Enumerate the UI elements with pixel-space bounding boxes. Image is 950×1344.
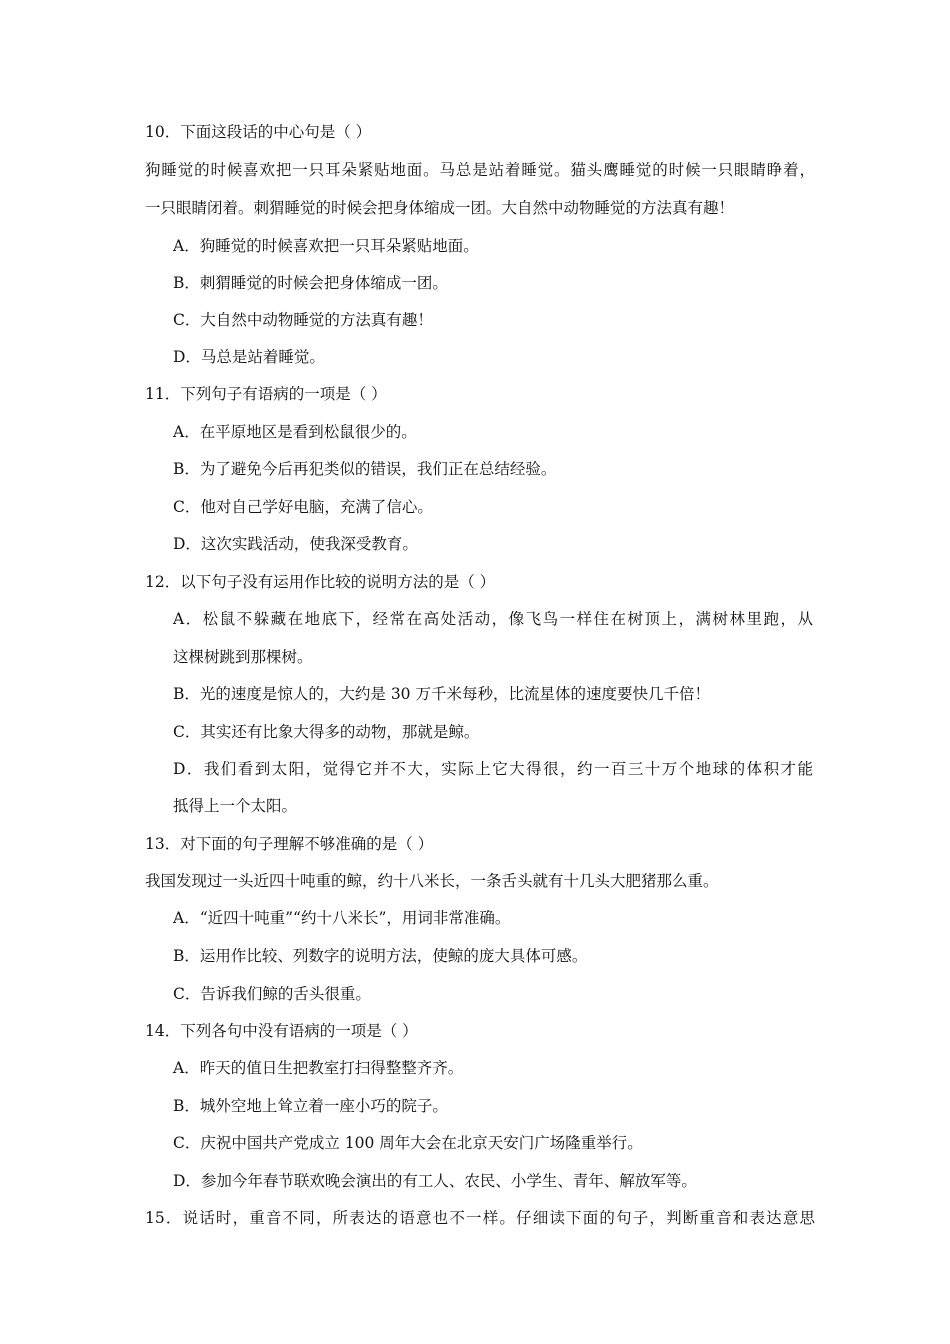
- q12-option-d-line1: D．我们看到太阳，觉得它并不大，实际上它大得很，约一百三十万个地球的体积才能: [173, 760, 813, 778]
- q11-option-a: A．在平原地区是看到松鼠很少的。: [173, 423, 417, 441]
- q12-option-c: C．其实还有比象大得多的动物，那就是鲸。: [173, 723, 480, 741]
- q15-stem: 15．说话时，重音不同，所表达的语意也不一样。仔细读下面的句子，判断重音和表达意思: [145, 1209, 815, 1227]
- q11-stem: 11．下列句子有语病的一项是（ ）: [145, 385, 387, 403]
- q11-option-d: D．这次实践活动，使我深受教育。: [173, 535, 418, 553]
- q10-option-d: D．马总是站着睡觉。: [173, 348, 325, 366]
- q12-option-a-line2: 这棵树跳到那棵树。: [173, 648, 313, 666]
- q12-option-d-line2: 抵得上一个太阳。: [173, 797, 298, 815]
- q10-option-a: A．狗睡觉的时候喜欢把一只耳朵紧贴地面。: [173, 237, 479, 255]
- q13-option-b: B．运用作比较、列数字的说明方法，使鲸的庞大具体可感。: [173, 947, 588, 965]
- q10-passage-line2: 一只眼睛闭着。刺猬睡觉的时候会把身体缩成一团。大自然中动物睡觉的方法真有趣！: [145, 199, 735, 217]
- q14-stem: 14．下列各句中没有语病的一项是（ ）: [145, 1022, 418, 1040]
- q12-option-b: B．光的速度是惊人的，大约是 30 万千米每秒，比流星体的速度要快几千倍！: [173, 685, 710, 703]
- q14-option-a: A．昨天的值日生把教室打扫得整整齐齐。: [173, 1059, 464, 1077]
- q14-option-b: B．城外空地上耸立着一座小巧的院子。: [173, 1097, 448, 1115]
- q10-option-b: B．刺猬睡觉的时候会把身体缩成一团。: [173, 274, 448, 292]
- q11-option-b: B．为了避免今后再犯类似的错误，我们正在总结经验。: [173, 460, 557, 478]
- q11-option-c: C．他对自己学好电脑，充满了信心。: [173, 498, 433, 516]
- q14-option-c: C．庆祝中国共产党成立 100 周年大会在北京天安门广场隆重举行。: [173, 1134, 643, 1152]
- q13-passage: 我国发现过一头近四十吨重的鲸，约十八米长，一条舌头就有十几头大肥猪那么重。: [145, 872, 719, 890]
- q10-passage-line1: 狗睡觉的时候喜欢把一只耳朵紧贴地面。马总是站着睡觉。猫头鹰睡觉的时候一只眼睛睁着，: [145, 161, 815, 179]
- q10-option-c: C．大自然中动物睡觉的方法真有趣！: [173, 311, 433, 329]
- q13-stem: 13．对下面的句子理解不够准确的是（ ）: [145, 835, 434, 853]
- q10-stem: 10．下面这段话的中心句是（ ）: [145, 123, 372, 141]
- q13-option-a: A．“近四十吨重”“约十八米长”，用词非常准确。: [173, 909, 511, 927]
- q12-option-a-line1: A．松鼠不躲藏在地底下，经常在高处活动，像飞鸟一样住在树顶上，满树林里跑，从: [173, 610, 813, 628]
- q14-option-d: D．参加今年春节联欢晚会演出的有工人、农民、小学生、青年、解放军等。: [173, 1172, 697, 1190]
- q13-option-c: C．告诉我们鲸的舌头很重。: [173, 985, 371, 1003]
- q12-stem: 12．以下句子没有运用作比较的说明方法的是（ ）: [145, 573, 496, 591]
